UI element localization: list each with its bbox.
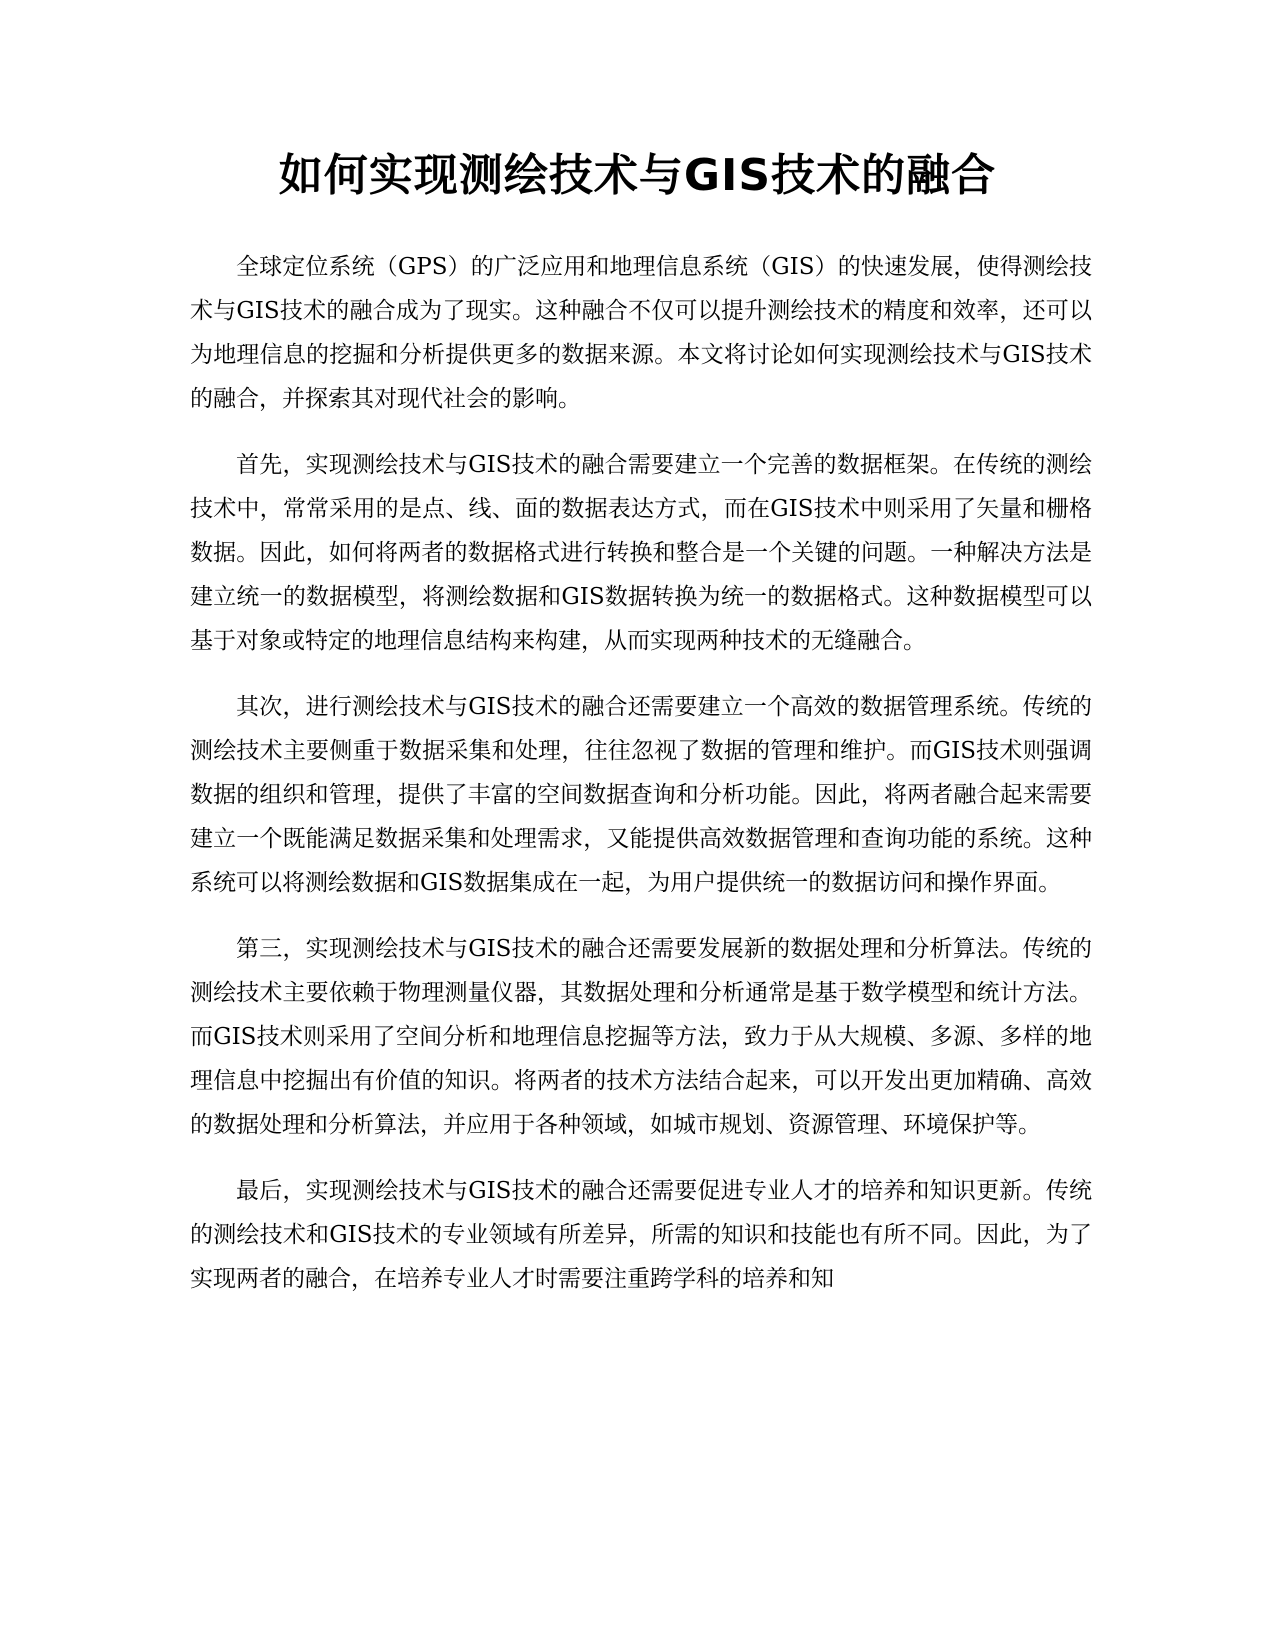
paragraph-algorithms: 第三，实现测绘技术与GIS技术的融合还需要发展新的数据处理和分析算法。传统的测绘技术主要依赖于物理测量仪器，其数据处理和分析通常是基于数学模型和统计方法。而GIS技术则采用了空间分析和地理信息挖掘等方法，致力于从大规模、多源、多样的地理信息中挖掘出有价值的知识。将两者的技术方法结合起来，可以开发出更加精确、高效的数据处理和分析算法，并应用于各种领域，如城市规划、资源管理、环境保护等。 bbox=[190, 936, 1092, 1138]
paragraph-talent-training: 最后，实现测绘技术与GIS技术的融合还需要促进专业人才的培养和知识更新。传统的测绘技术和GIS技术的专业领域有所差异，所需的知识和技能也有所不同。因此，为了实现两者的融合，在培养专业人才时需要注重跨学科的培养和知 bbox=[190, 1178, 1092, 1292]
paragraph-data-framework: 首先，实现测绘技术与GIS技术的融合需要建立一个完善的数据框架。在传统的测绘技术中，常常采用的是点、线、面的数据表达方式，而在GIS技术中则采用了矢量和栅格数据。因此，如何将两者的数据格式进行转换和整合是一个关键的问题。一种解决方法是建立统一的数据模型，将测绘数据和GIS数据转换为统一的数据格式。这种数据模型可以基于对象或特定的地理信息结构来构建，从而实现两种技术的无缝融合。 bbox=[190, 452, 1092, 654]
document-body bbox=[190, 245, 1092, 1323]
paragraph-data-management: 其次，进行测绘技术与GIS技术的融合还需要建立一个高效的数据管理系统。传统的测绘技术主要侧重于数据采集和处理，往往忽视了数据的管理和维护。而GIS技术则强调数据的组织和管理，提供了丰富的空间数据查询和分析功能。因此，将两者融合起来需要建立一个既能满足数据采集和处理需求，又能提供高效数据管理和查询功能的系统。这种系统可以将测绘数据和GIS数据集成在一起，为用户提供统一的数据访问和操作界面。 bbox=[190, 694, 1092, 896]
page-title: 如何实现测绘技术与GIS技术的融合 bbox=[278, 150, 997, 201]
paragraph-intro: 全球定位系统（GPS）的广泛应用和地理信息系统（GIS）的快速发展，使得测绘技术与GIS技术的融合成为了现实。这种融合不仅可以提升测绘技术的精度和效率，还可以为地理信息的挖掘和分析提供更多的数据来源。本文将讨论如何实现测绘技术与GIS技术的融合，并探索其对现代社会的影响。 bbox=[190, 254, 1092, 412]
